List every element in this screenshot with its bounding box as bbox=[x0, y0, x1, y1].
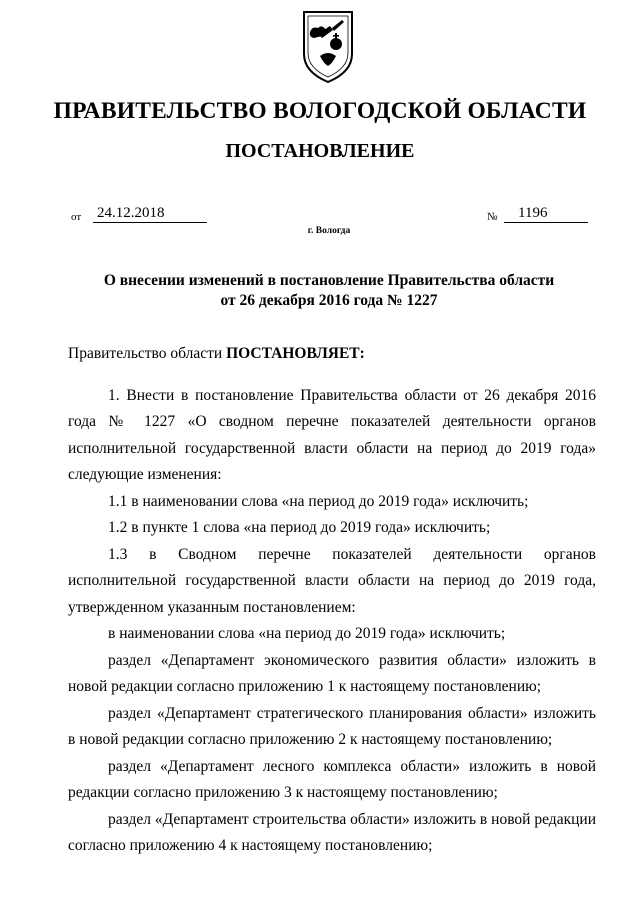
paragraph: 1.2 в пункте 1 слова «на период до 2019 года» исключить; bbox=[108, 519, 491, 536]
shield-icon bbox=[296, 6, 360, 86]
paragraph: в наименовании слова «на период до 2019 года» исключить; bbox=[108, 625, 506, 642]
document-body bbox=[68, 341, 596, 860]
ordain-prefix: Правительство области bbox=[68, 345, 227, 362]
paragraph: раздел «Департамент стратегического планирования области» изложить в новой редакции согласно приложению 2 к настоящему постановлению; bbox=[68, 704, 596, 748]
ordain-statement bbox=[68, 341, 596, 368]
coat-of-arms-emblem bbox=[296, 6, 360, 86]
paragraph: 1.1 в наименовании слова «на период до 2019 года» исключить; bbox=[108, 492, 529, 510]
paragraph: 1.3 в Сводном перечне показателей деятельности органов исполнительной государственной власти области на период до 2019 года, утвержденном указанным постановлением: bbox=[68, 545, 596, 616]
title-line-1: О внесении изменений в постановление Правительства области bbox=[103, 272, 555, 289]
paragraph: 1. Внести в постановление Правительства области от 26 декабря 2016 года № 1227 «О сводном перечне показателей деятельности органов исполнительной государственной власти области на период до 2019 года» следующие изменения: bbox=[68, 386, 596, 483]
paragraph: раздел «Департамент лесного комплекса области» изложить в новой редакции согласно приложению 3 к настоящему постановлению; bbox=[68, 757, 596, 801]
title-line-2: от 26 декабря 2016 года № 1227 bbox=[220, 292, 438, 309]
ordain-keyword: ПОСТАНОВЛЯЕТ: bbox=[226, 345, 365, 362]
organization-name: ПРАВИТЕЛЬСТВО ВОЛОГОДСКОЙ ОБЛАСТИ bbox=[53, 98, 587, 124]
date-prefix: от bbox=[71, 211, 82, 223]
document-type: ПОСТАНОВЛЕНИЕ bbox=[225, 140, 415, 162]
number-prefix: № bbox=[487, 211, 498, 223]
city-name: г. Вологда bbox=[307, 226, 351, 236]
paragraph: раздел «Департамент экономического развития области» изложить в новой редакции согласно приложению 1 к настоящему постановлению; bbox=[68, 651, 596, 695]
document-date: 24.12.2018 bbox=[93, 204, 207, 223]
document-title bbox=[0, 271, 640, 311]
document-number: 1196 bbox=[504, 204, 588, 223]
paragraph: раздел «Департамент строительства области» изложить в новой редакции согласно приложению 4 к настоящему постановлению; bbox=[68, 810, 596, 854]
